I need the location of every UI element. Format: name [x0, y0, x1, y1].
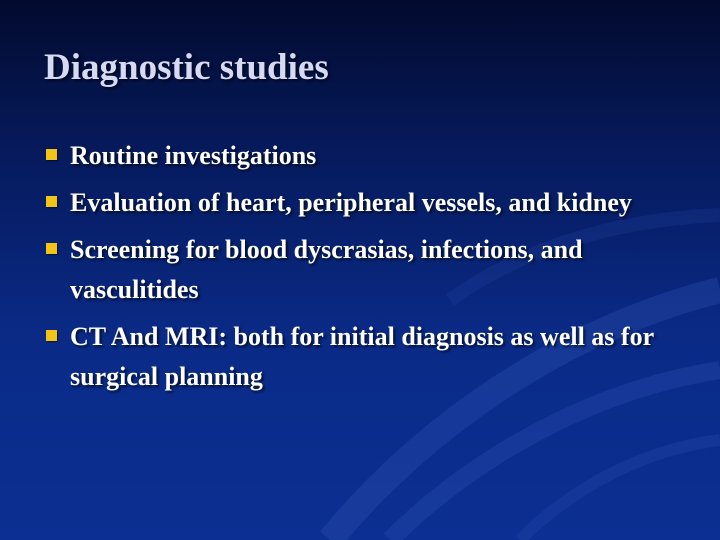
bullet-item	[46, 230, 666, 310]
square-bullet-icon	[46, 196, 57, 207]
bullet-text: Evaluation of heart, peripheral vessels, and kidney	[70, 188, 632, 217]
bullet-text: CT And MRI: both for initial diagnosis as well as for surgical planning	[70, 322, 654, 391]
square-bullet-icon	[46, 243, 57, 254]
square-bullet-icon	[46, 149, 57, 160]
bullet-item	[46, 136, 666, 176]
bullet-text: Routine investigations	[70, 141, 317, 170]
bullet-list	[46, 136, 666, 404]
square-bullet-icon	[46, 330, 57, 341]
bullet-item	[46, 183, 666, 223]
bullet-item	[46, 317, 666, 397]
slide-title: Diagnostic studies	[44, 47, 329, 88]
bullet-text: Screening for blood dyscrasias, infections, and vasculitides	[70, 235, 583, 304]
